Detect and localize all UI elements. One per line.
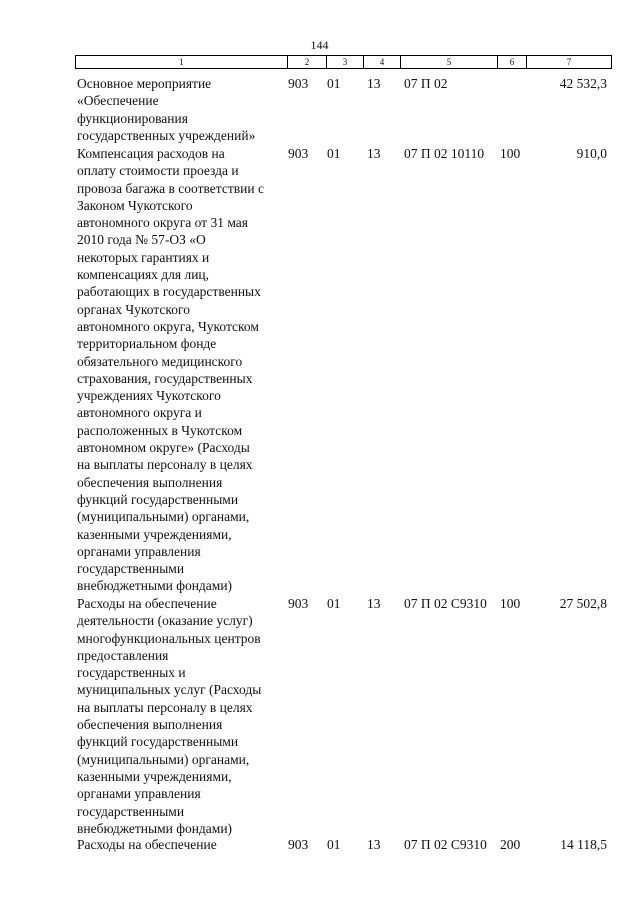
row-col7: 14 118,5	[560, 837, 607, 852]
column-header-4: 4	[379, 57, 385, 67]
row-col3: 01	[327, 837, 341, 852]
row-col3: 01	[327, 76, 341, 91]
row-col2: 903	[288, 837, 309, 852]
row-col6: 100	[500, 596, 521, 611]
row-name: Компенсация расходов на оплату стоимости проезда и провоза багажа в соответствии с Законом Чукотского автономного округа от 31 мая 2010 года № 57-ОЗ «О некоторых гарантиях и компенсациях для лиц, работающих в государственных органах Чукотского автономного округа, Чукотском территориальном фонде обязательного медицинского страхования, государственных учреждениях Чукотского автономного округа и расположенных в Чукотском автономном округе» (Расходы на выплаты персоналу в целях обеспечения выполнения функций государственными (муниципальными) органами, казенными учреждениями, органами управления государственными внебюджетными фондами)	[77, 146, 264, 594]
row-col2: 903	[288, 76, 309, 91]
row-col4: 13	[367, 146, 381, 161]
row-col5: 07 П 02	[404, 76, 448, 91]
row-col6: 200	[500, 837, 521, 852]
row-name: Расходы на обеспечение	[77, 837, 217, 852]
row-name: Основное мероприятие «Обеспечение функционирования государственных учреждений»	[77, 76, 256, 143]
row-col6: 100	[500, 146, 521, 161]
column-header-5: 5	[446, 57, 452, 67]
column-header-1: 1	[179, 57, 184, 67]
row-col7: 42 532,3	[559, 76, 607, 91]
row-col3: 01	[327, 596, 341, 611]
row-col5: 07 П 02 С9310	[404, 596, 487, 611]
row-col3: 01	[327, 146, 341, 161]
row-col5: 07 П 02 С9310	[404, 837, 487, 852]
row-col4: 13	[367, 76, 381, 91]
row-col2: 903	[288, 596, 309, 611]
column-header-7: 7	[566, 57, 572, 67]
column-header-2: 2	[304, 57, 310, 67]
row-name: Расходы на обеспечение деятельности (оказание услуг) многофункциональных центров предоставления государственных и муниципальных услуг (Расходы на выплаты персоналу в целях обеспечения выполнения функций государственными (муниципальными) органами, казенными учреждениями, органами управления государственными внебюджетными фондами)	[77, 596, 262, 836]
row-col7: 910,0	[576, 146, 607, 161]
row-col7: 27 502,8	[559, 596, 607, 611]
row-col2: 903	[288, 146, 309, 161]
row-col4: 13	[367, 596, 381, 611]
row-col5: 07 П 02 10110	[404, 146, 485, 161]
table-header	[75, 55, 612, 69]
row-col4: 13	[367, 837, 381, 852]
page-number: 144	[310, 38, 329, 52]
column-header-3: 3	[342, 57, 348, 67]
column-header-6: 6	[509, 57, 515, 67]
